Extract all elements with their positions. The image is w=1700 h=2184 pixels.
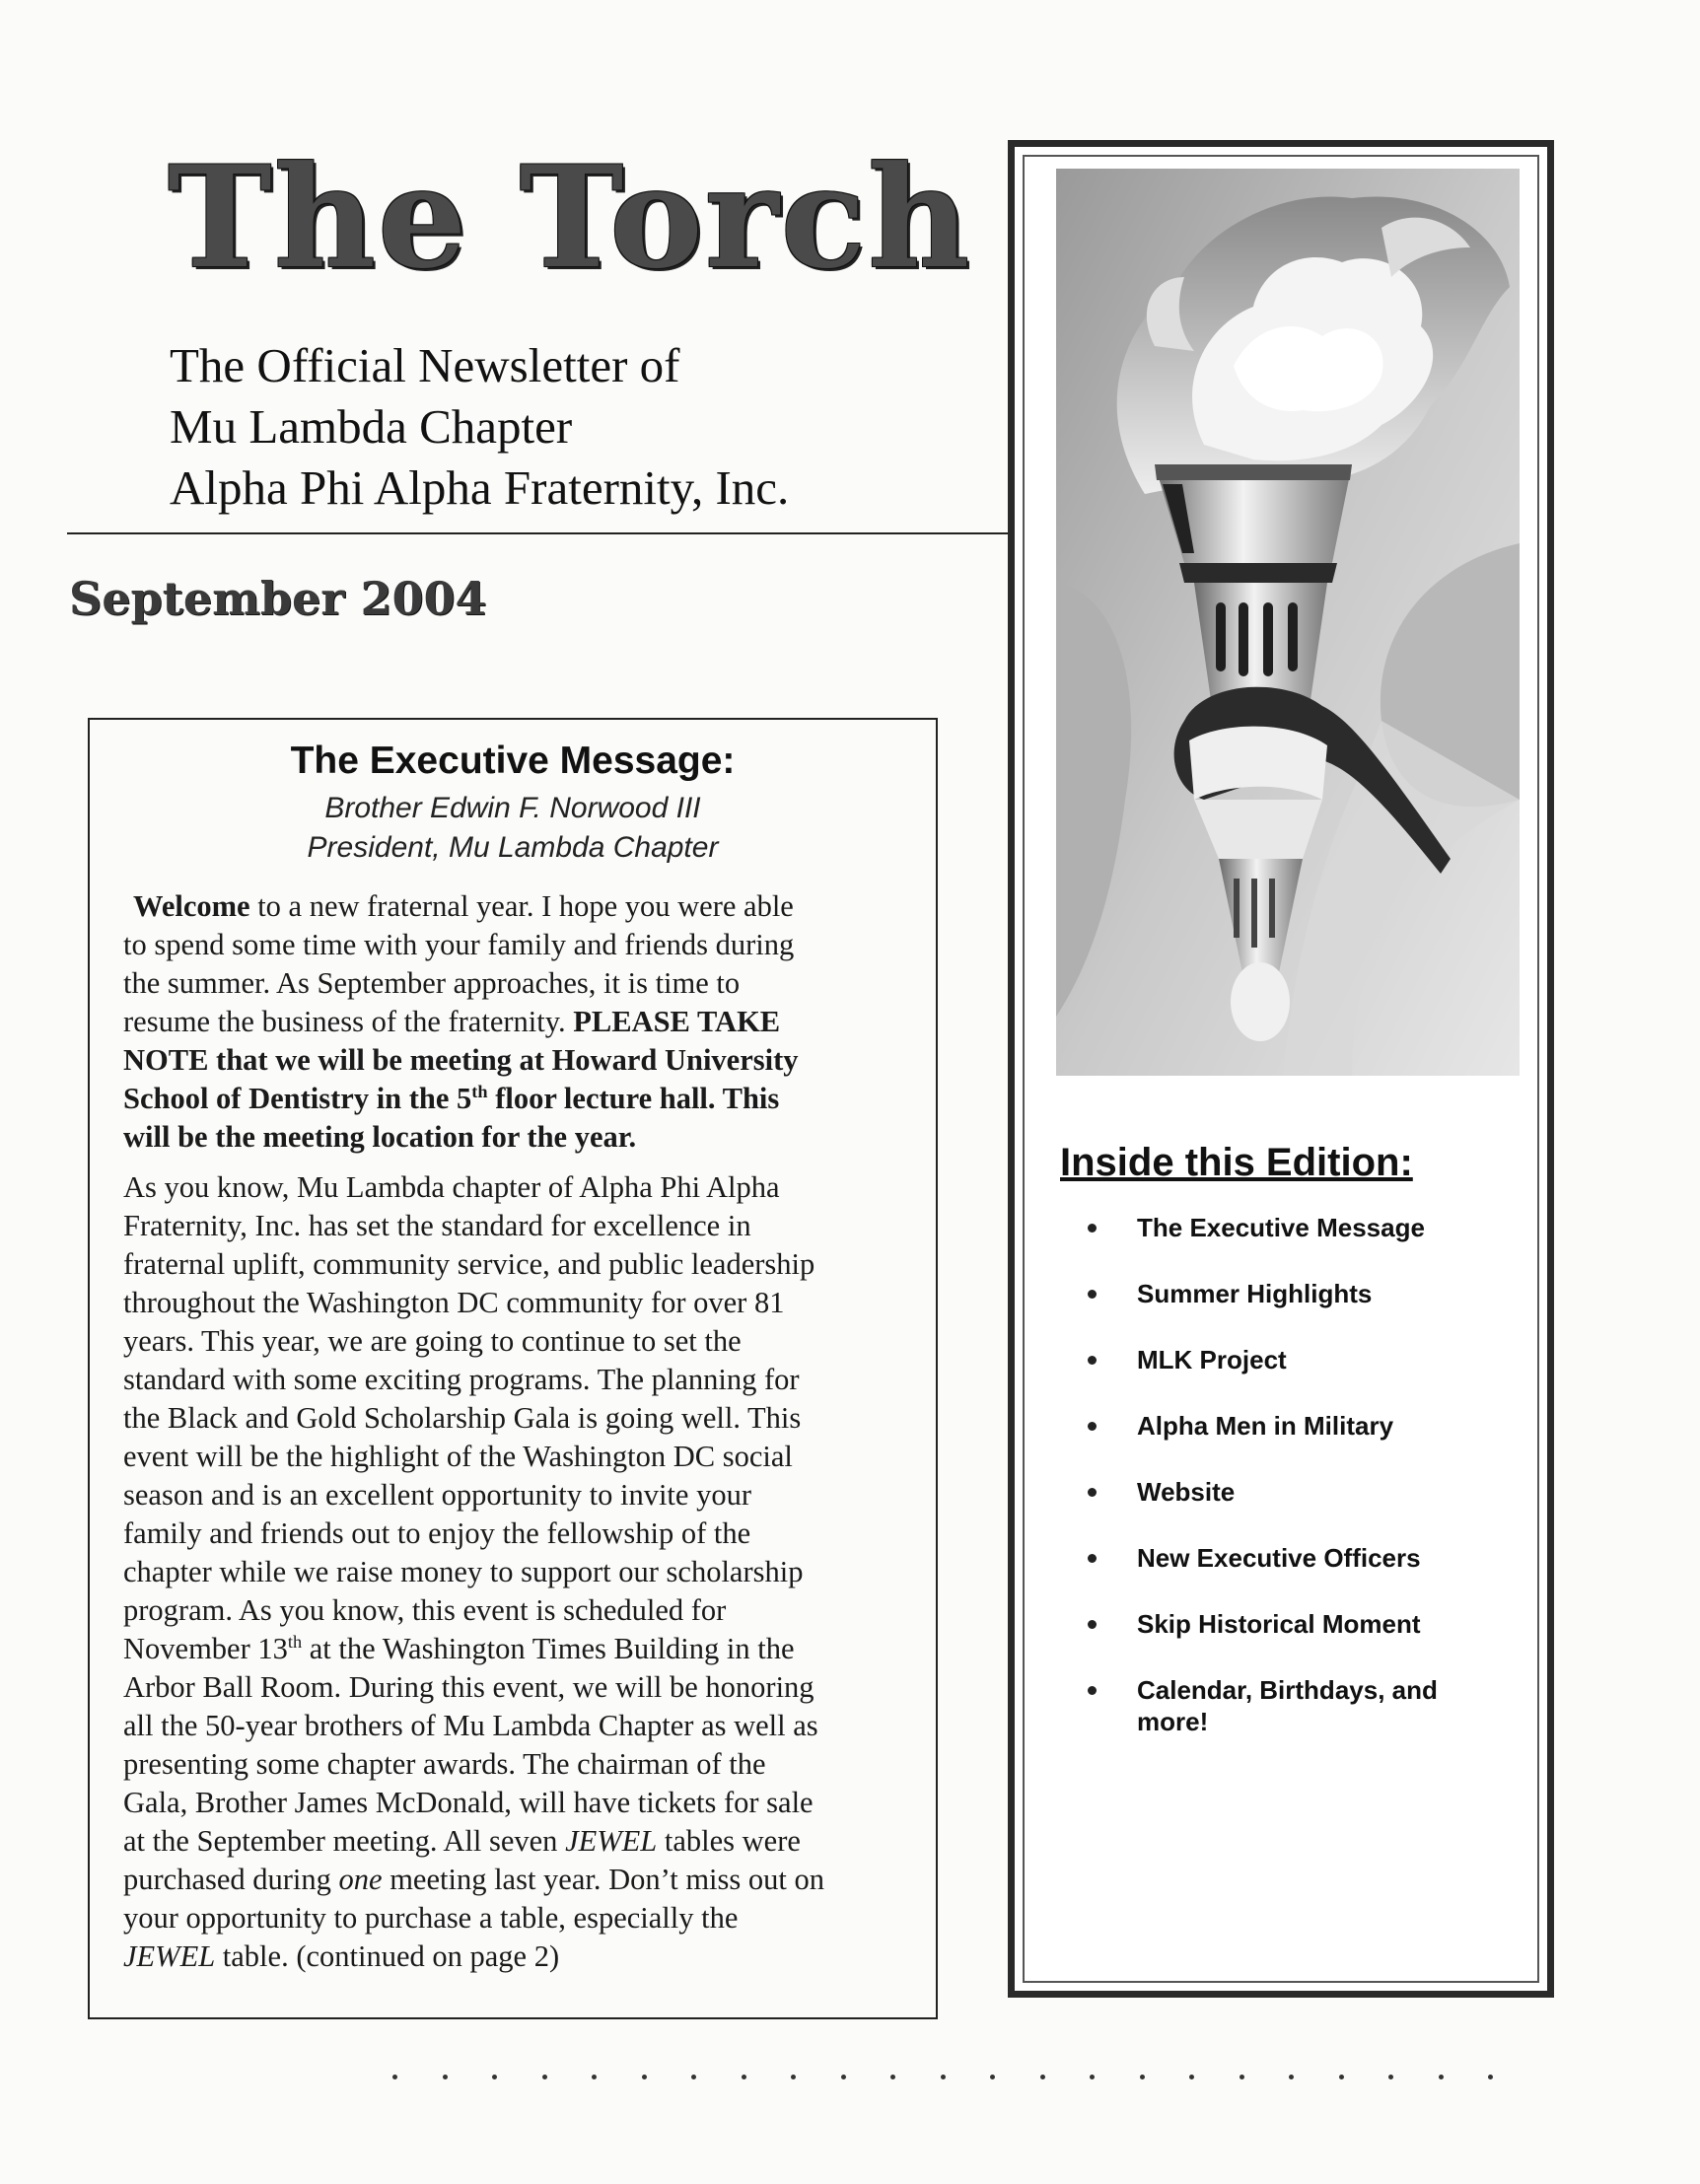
toc-label: Website	[1137, 1477, 1236, 1507]
text-span: School of Dentistry in the 5	[123, 1082, 472, 1115]
text-span: meeting last year. Don’t miss out on	[382, 1863, 824, 1896]
toc-item	[1076, 1278, 1510, 1344]
text-line: season and is an excellent opportunity to invite your	[123, 1478, 751, 1512]
text-line	[123, 1861, 932, 1899]
masthead-divider	[67, 532, 1009, 534]
divider-dot	[642, 2075, 647, 2079]
divider-dot	[691, 2075, 696, 2079]
newsletter-subtitle	[170, 335, 789, 519]
divider-dot	[742, 2075, 746, 2079]
inside-edition-title: Inside this Edition:	[1060, 1141, 1413, 1184]
text-line: the summer. As September approaches, it is time to	[123, 966, 741, 1000]
text-span: at the Washington Times Building in the	[302, 1632, 795, 1665]
subtitle-line: Mu Lambda Chapter	[170, 399, 573, 454]
newsletter-title: The Torch	[168, 136, 972, 300]
divider-dot	[841, 2075, 846, 2079]
divider-dot	[1388, 2075, 1393, 2079]
divider-dot	[443, 2075, 448, 2079]
toc-label: New Executive Officers	[1137, 1543, 1421, 1573]
bullet-icon	[1088, 1554, 1097, 1563]
divider-dot	[592, 2075, 597, 2079]
divider-dot	[542, 2075, 547, 2079]
text-line	[123, 1937, 932, 1976]
italic-text: one	[338, 1863, 383, 1896]
executive-message-byline	[90, 789, 936, 868]
divider-dot	[791, 2075, 796, 2079]
subtitle-line: Alpha Phi Alpha Fraternity, Inc.	[170, 460, 790, 515]
bullet-icon	[1088, 1488, 1097, 1497]
text-span: November 13	[123, 1632, 288, 1665]
issue-date: September 2004	[69, 572, 487, 625]
text-line	[123, 1003, 932, 1041]
text-line: fraternal uplift, community service, and public leadership	[123, 1247, 815, 1281]
divider-dot	[1090, 2075, 1095, 2079]
text-line	[123, 1822, 932, 1861]
divider-dot	[941, 2075, 946, 2079]
text-line: throughout the Washington DC community for over 81	[123, 1286, 785, 1319]
lead-word: Welcome	[133, 889, 250, 923]
divider-dot	[990, 2075, 995, 2079]
superscript: th	[471, 1081, 488, 1101]
toc-label: Skip Historical Moment	[1137, 1609, 1421, 1639]
divider-dot	[890, 2075, 895, 2079]
text-line: presenting some chapter awards. The chairman of the	[123, 1747, 766, 1781]
divider-dot	[1439, 2075, 1444, 2079]
toc-item	[1076, 1608, 1510, 1674]
text-line: program. As you know, this event is scheduled for	[123, 1593, 727, 1627]
dotted-divider	[392, 2075, 1526, 2084]
text-span: resume the business of the fraternity.	[123, 1005, 574, 1038]
message-paragraph	[123, 887, 932, 1157]
toc-label: Alpha Men in Military	[1137, 1411, 1394, 1441]
text-span: at the September meeting. All seven	[123, 1824, 566, 1858]
toc-item	[1076, 1674, 1510, 1753]
divider-dot	[492, 2075, 497, 2079]
toc-item	[1076, 1344, 1510, 1410]
superscript: th	[287, 1631, 303, 1652]
divider-dot	[1488, 2075, 1493, 2079]
emphasis-text: PLEASE TAKE	[573, 1005, 781, 1038]
text-line: chapter while we raise money to support our scholarship	[123, 1555, 804, 1588]
text-line: all the 50-year brothers of Mu Lambda Chapter as well as	[123, 1709, 818, 1742]
executive-message-body	[123, 887, 932, 1976]
text-line: As you know, Mu Lambda chapter of Alpha Phi Alpha	[123, 1170, 780, 1204]
toc-item	[1076, 1476, 1510, 1542]
text-line: your opportunity to purchase a table, especially the	[123, 1901, 739, 1935]
text-line	[123, 1630, 932, 1668]
divider-dot	[1339, 2075, 1344, 2079]
toc-label: The Executive Message	[1137, 1213, 1425, 1242]
bullet-icon	[1088, 1422, 1097, 1431]
text-span: tables were	[657, 1824, 801, 1858]
toc-item	[1076, 1212, 1510, 1278]
text-line: to spend some time with your family and friends during	[123, 928, 795, 961]
sidebar-panel	[1008, 140, 1554, 1998]
text-line	[123, 1080, 932, 1118]
text-line: NOTE that we will be meeting at Howard University	[123, 1043, 799, 1077]
text-line: Arbor Ball Room. During this event, we will be honoring	[123, 1670, 815, 1704]
toc-label: MLK Project	[1137, 1345, 1287, 1374]
text-line: will be the meeting location for the year.	[123, 1120, 637, 1154]
toc-item	[1076, 1542, 1510, 1608]
torch-icon	[1056, 169, 1520, 1076]
toc-label: Summer Highlights	[1137, 1279, 1373, 1308]
divider-dot	[392, 2075, 397, 2079]
text-span: table. (continued on page 2)	[215, 1939, 560, 1973]
bullet-icon	[1088, 1224, 1097, 1233]
text-line: Fraternity, Inc. has set the standard for excellence in	[123, 1209, 751, 1242]
text-line: event will be the highlight of the Washington DC social	[123, 1440, 793, 1473]
bullet-icon	[1088, 1620, 1097, 1629]
toc-label: Calendar, Birthdays, and more!	[1137, 1675, 1438, 1736]
executive-message-box	[88, 718, 938, 2019]
bullet-icon	[1088, 1356, 1097, 1365]
bullet-icon	[1088, 1686, 1097, 1695]
text-line: the Black and Gold Scholarship Gala is going well. This	[123, 1401, 802, 1435]
divider-dot	[1240, 2075, 1244, 2079]
executive-message-title: The Executive Message:	[290, 740, 736, 782]
divider-dot	[1140, 2075, 1145, 2079]
text-line: family and friends out to enjoy the fellowship of the	[123, 1516, 751, 1550]
text-span: purchased during	[123, 1863, 339, 1896]
text-line: standard with some exciting programs. The planning for	[123, 1363, 800, 1396]
italic-text: JEWEL	[123, 1939, 216, 1973]
text-line: years. This year, we are going to continue to set the	[123, 1324, 742, 1358]
toc-item	[1076, 1410, 1510, 1476]
table-of-contents	[1076, 1212, 1510, 1753]
text-line: Gala, Brother James McDonald, will have tickets for sale	[123, 1786, 814, 1819]
divider-dot	[1189, 2075, 1194, 2079]
subtitle-line: The Official Newsletter of	[170, 338, 680, 392]
bullet-icon	[1088, 1290, 1097, 1299]
text-line	[123, 887, 932, 926]
message-paragraph	[123, 1168, 932, 1976]
author-title: President, Mu Lambda Chapter	[307, 831, 719, 864]
text-span: floor lecture hall. This	[487, 1082, 780, 1115]
text-span: to a new fraternal year. I hope you were able	[249, 889, 794, 923]
italic-text: JEWEL	[565, 1824, 658, 1858]
divider-dot	[1040, 2075, 1045, 2079]
author-name: Brother Edwin F. Norwood III	[324, 792, 701, 824]
divider-dot	[1289, 2075, 1294, 2079]
